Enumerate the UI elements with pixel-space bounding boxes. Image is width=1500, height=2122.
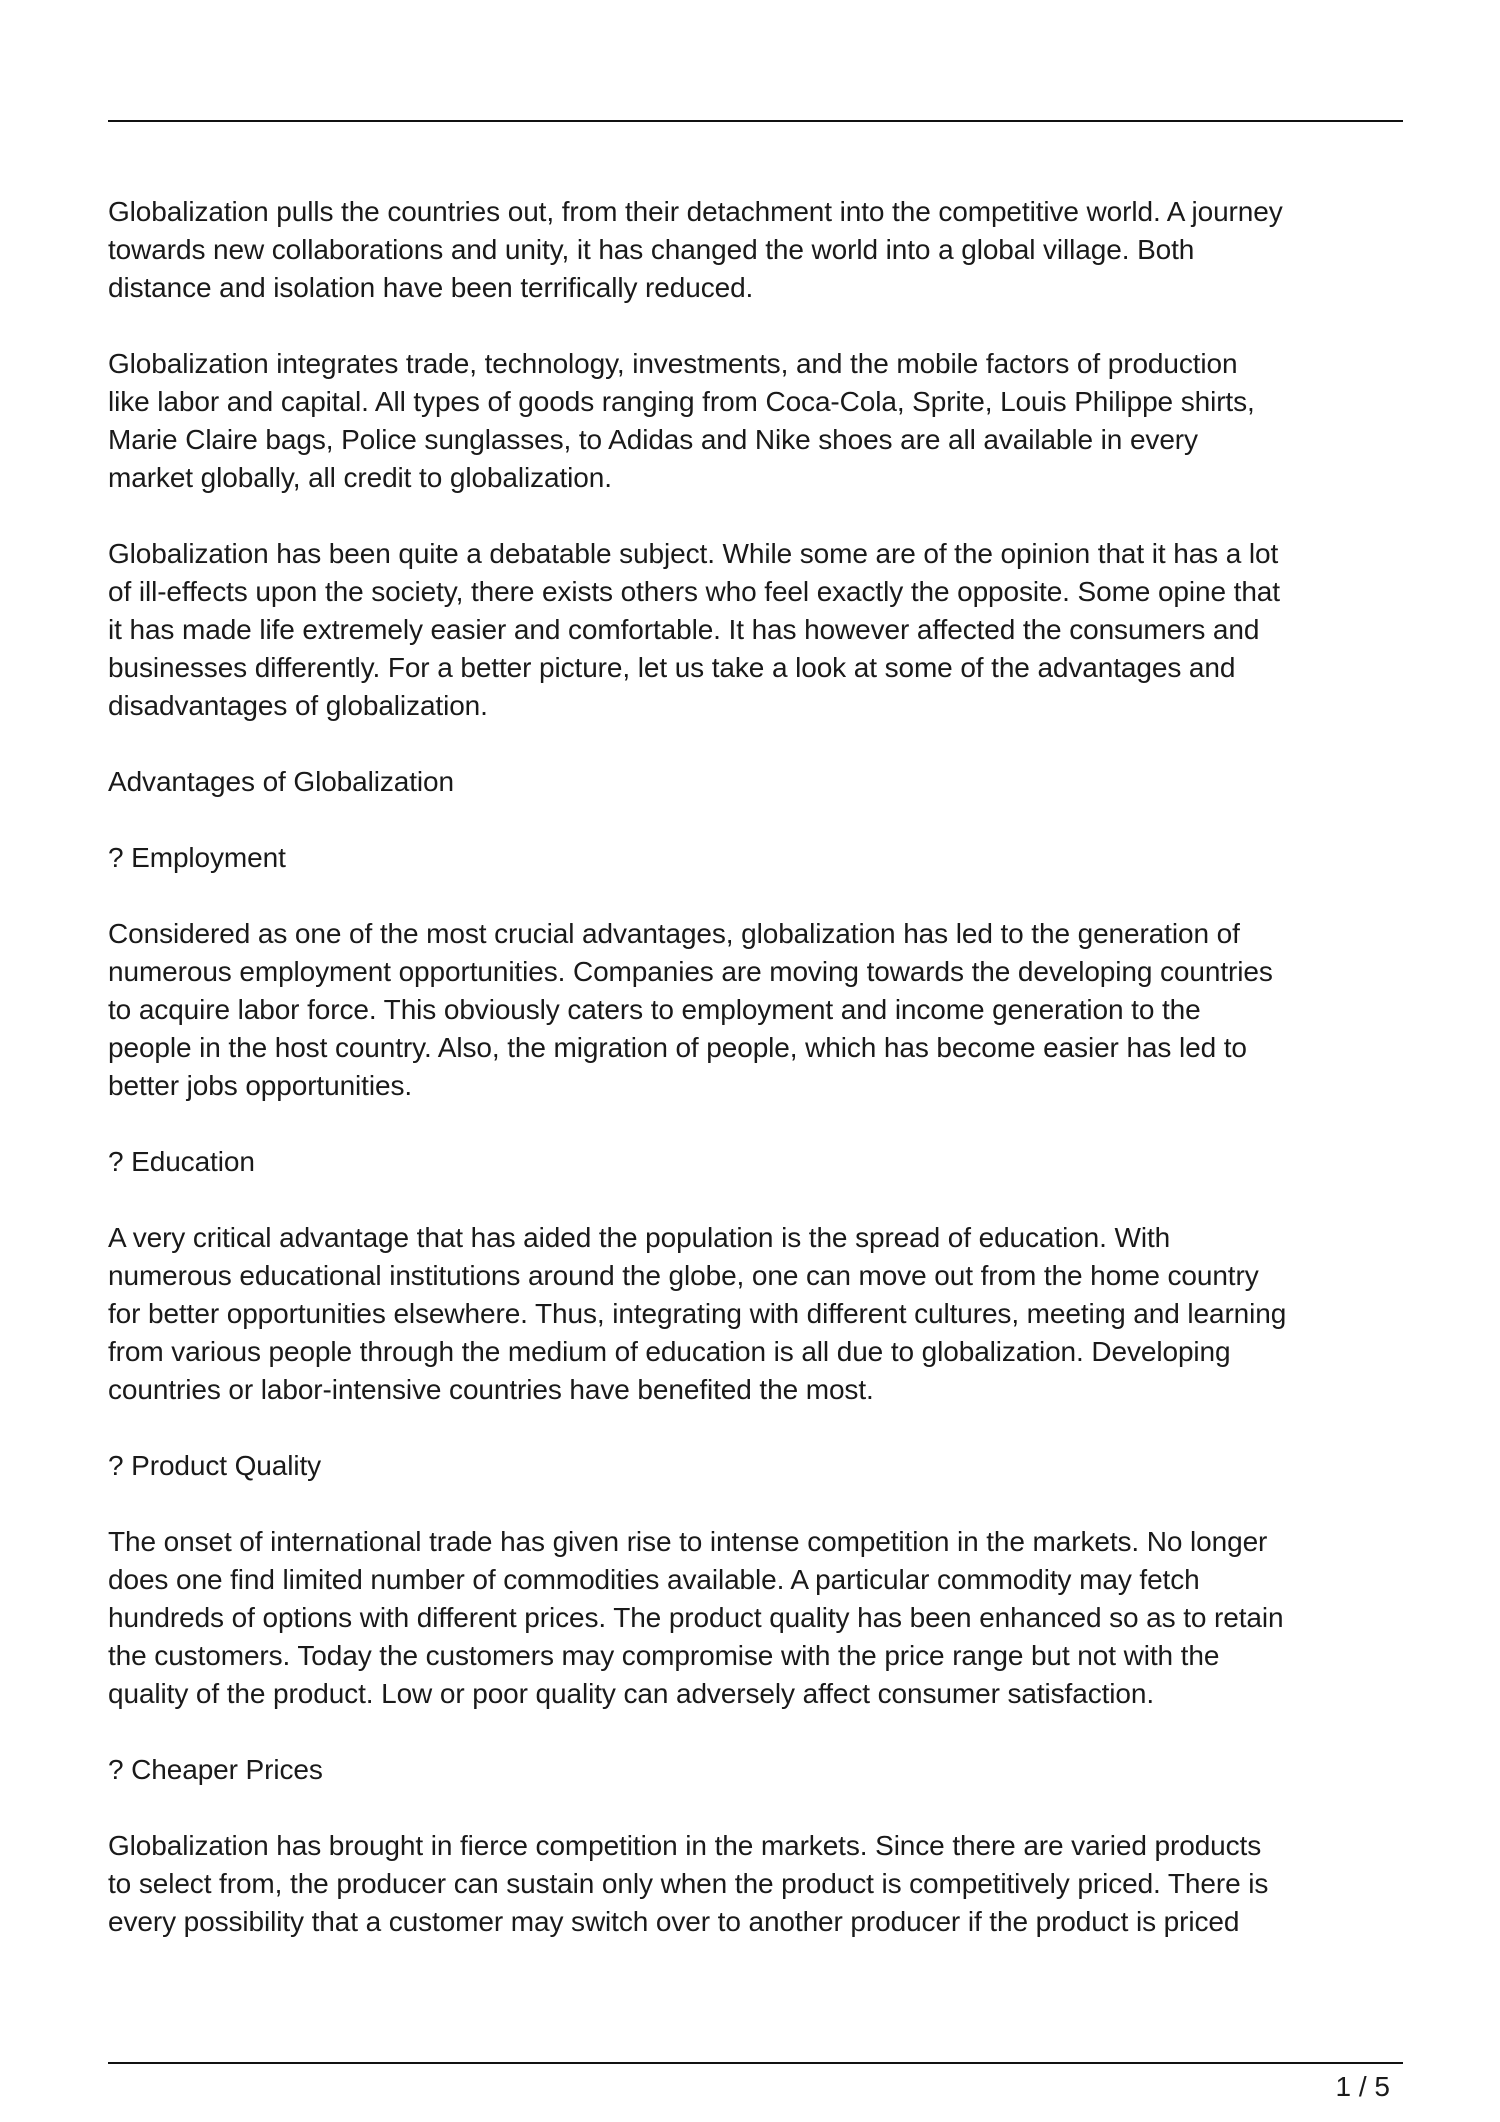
employment-paragraph: Considered as one of the most crucial advantages, globalization has led to the generation of numerous employment opportunities. Companies are moving towards the developing countries to acquire labor force. This obviously caters to employment and income generation to the people in the host country. Also, the migration of people, which has become easier has led to better jobs opportunities.: [108, 918, 1273, 1101]
product-quality-paragraph: The onset of international trade has given rise to intense competition in the markets. No longer does one find limited number of commodities available. A particular commodity may fetch hundreds of options with different prices. The product quality has been enhanced so as to retain the customers. Today the customers may compromise with the price range but not with the quality of the product. Low or poor quality can adversely affect consumer satisfaction.: [108, 1526, 1284, 1709]
cheaper-prices-paragraph: Globalization has brought in fierce competition in the markets. Since there are varied products to select from, the producer can sustain only when the product is competitively priced. There is every possibility that a customer may switch over to another producer if the product is priced: [108, 1830, 1269, 1937]
page-number: 1 / 5: [1335, 2071, 1390, 2102]
education-paragraph: A very critical advantage that has aided the population is the spread of education. With numerous educational institutions around the globe, one can move out from the home country for better opportunities elsewhere. Thus, integrating with different cultures, meeting and learning from various people through the medium of education is all due to globalization. Developing countries or labor-intensive countries have benefited the most.: [108, 1222, 1287, 1405]
trade-paragraph: Globalization integrates trade, technology, investments, and the mobile factors of production like labor and capital. All types of goods ranging from Coca-Cola, Sprite, Louis Philippe shirts, Marie Claire bags, Police sunglasses, to Adidas and Nike shoes are all available in every market globally, all credit to globalization.: [108, 348, 1255, 493]
header-rule: [108, 120, 1403, 122]
footer-rule: [108, 2062, 1403, 2064]
cheaper-prices-heading: ? Cheaper Prices: [108, 1754, 323, 1785]
education-heading: ? Education: [108, 1146, 255, 1177]
employment-heading: ? Employment: [108, 842, 286, 873]
advantages-heading: Advantages of Globalization: [108, 766, 454, 797]
debate-paragraph: Globalization has been quite a debatable subject. While some are of the opinion that it has a lot of ill-effects upon the society, there exists others who feel exactly the opposite. Some opine that it has made life extremely easier and comfortable. It has however affected the consumers and businesses differently. For a better picture, let us take a look at some of the advantages and disadvantages of globalization.: [108, 538, 1280, 721]
document-body: [108, 193, 1408, 1979]
product-quality-heading: ? Product Quality: [108, 1450, 322, 1481]
intro-paragraph: Globalization pulls the countries out, from their detachment into the competitive world. A journey towards new collaborations and unity, it has changed the world into a global village. Both distance and isolation have been terrifically reduced.: [108, 196, 1283, 303]
